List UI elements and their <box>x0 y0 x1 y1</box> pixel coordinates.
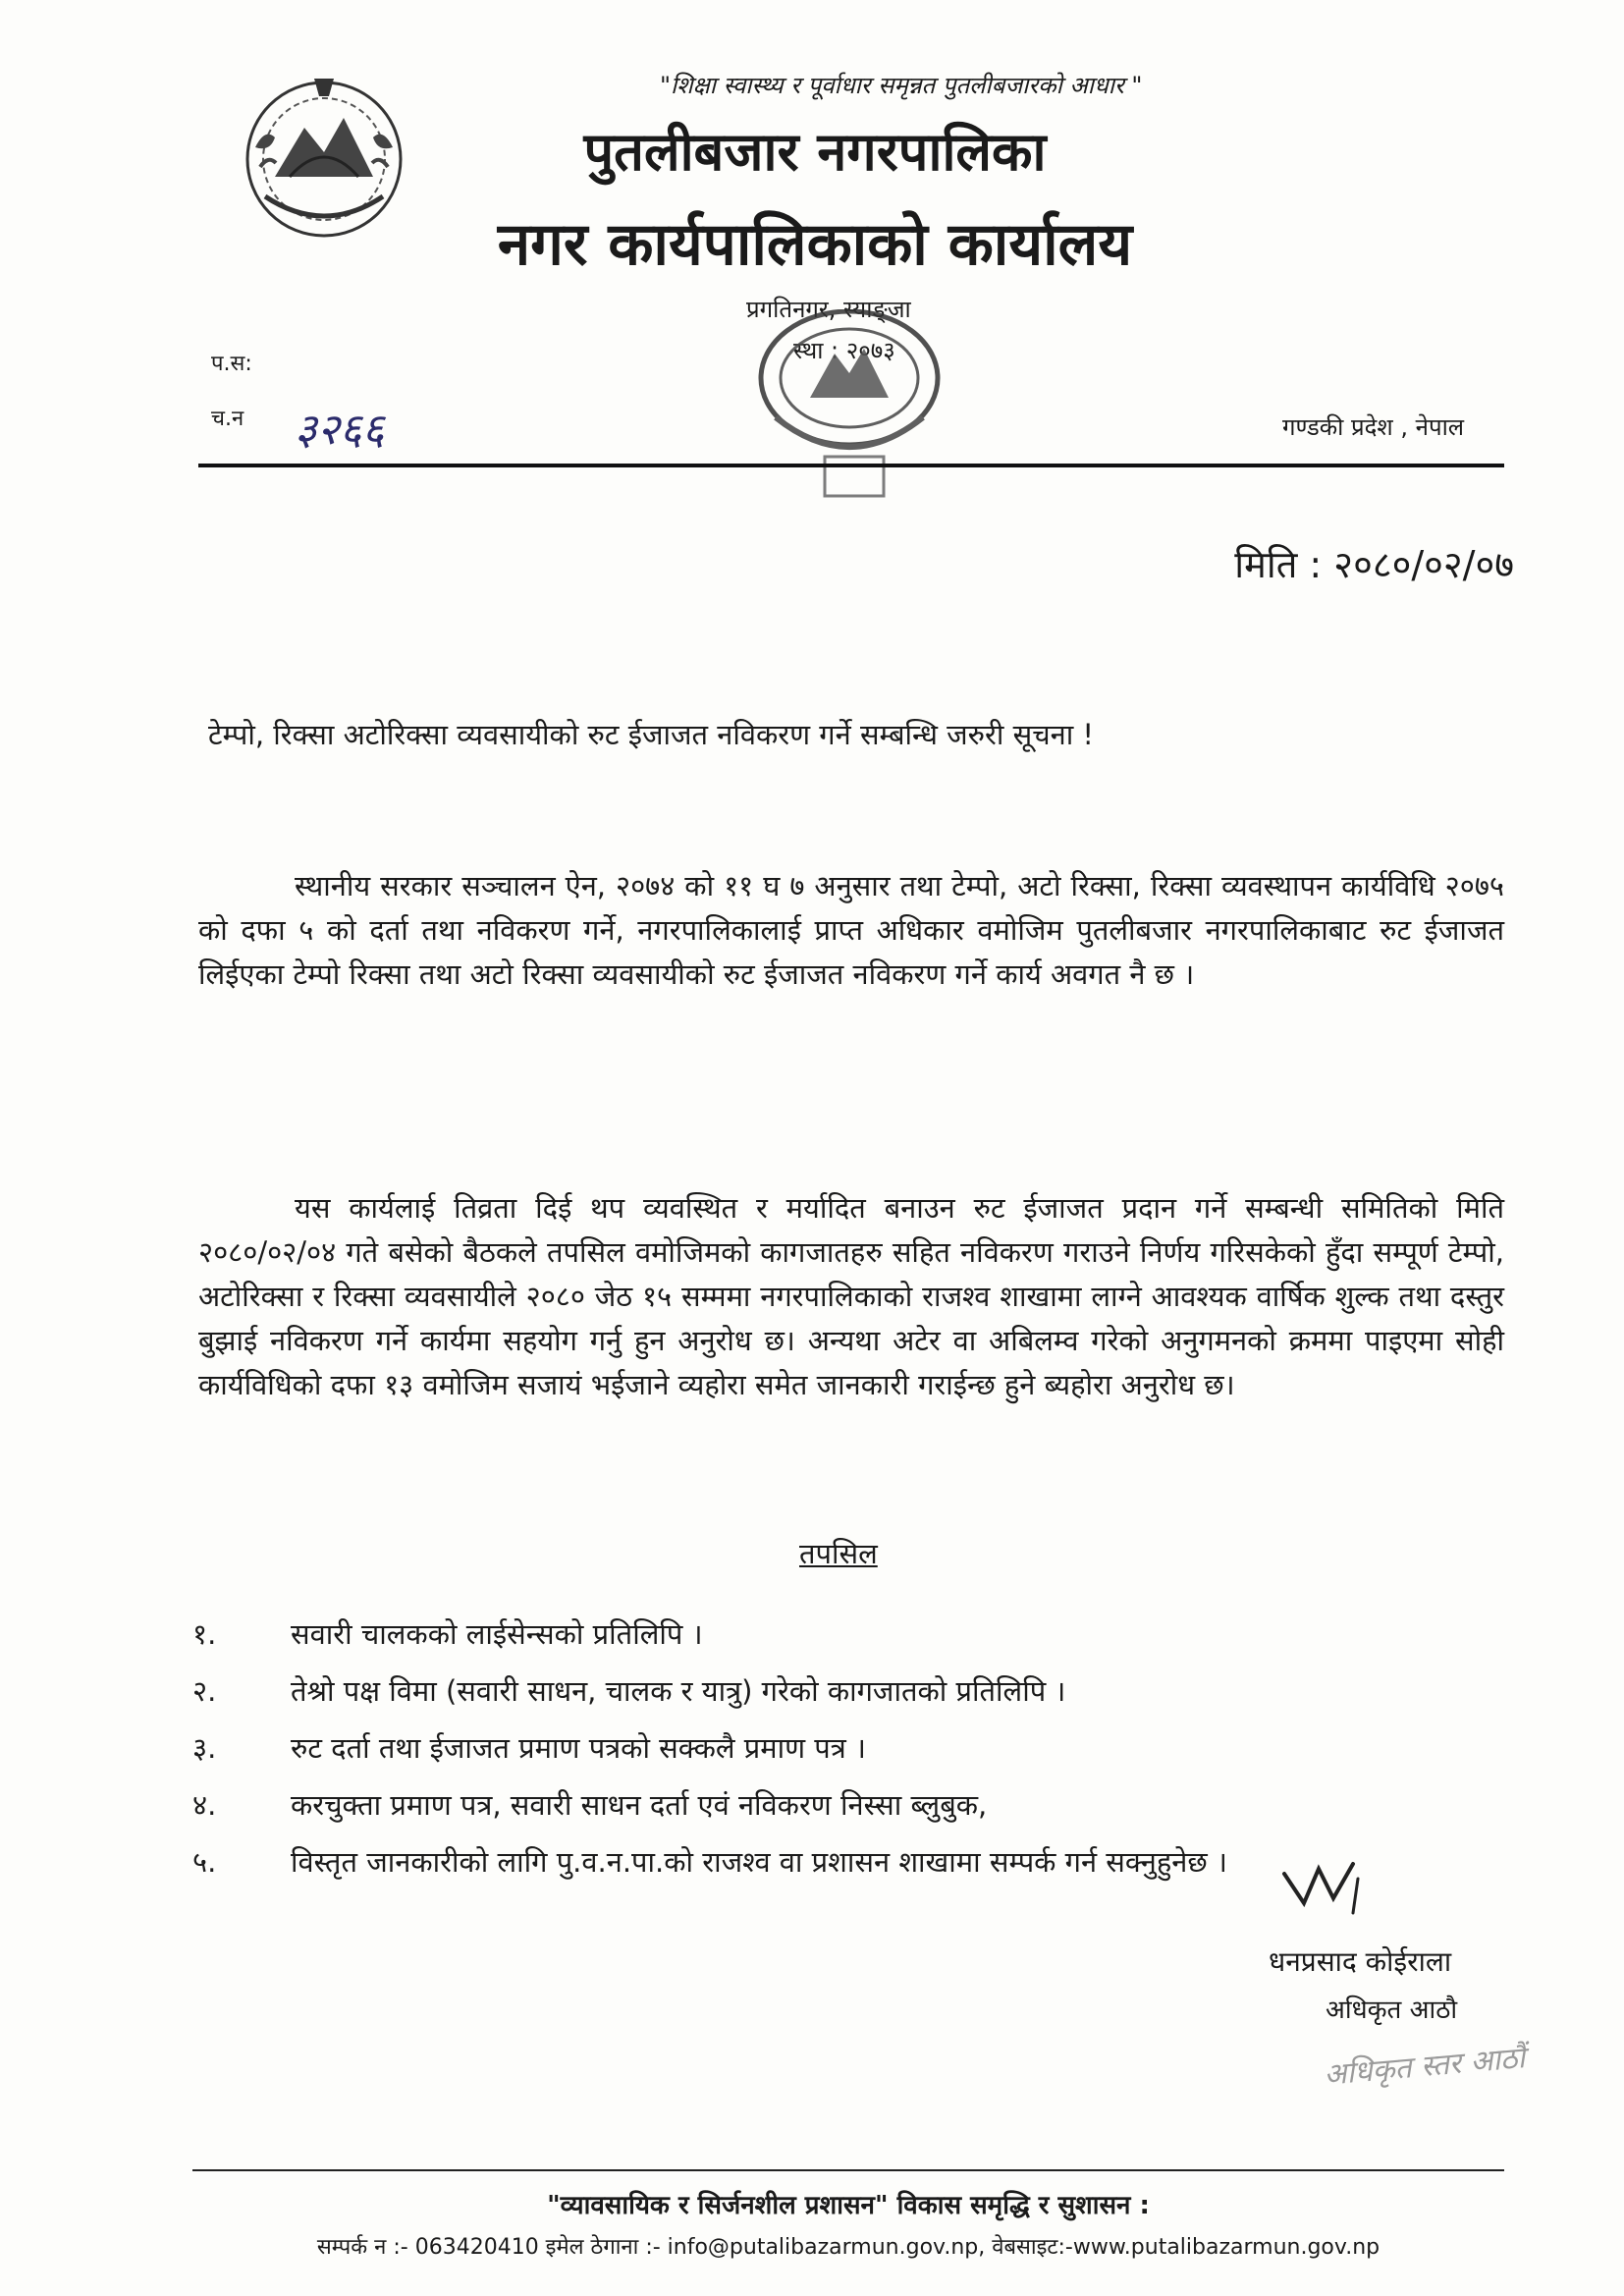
office-stamp-icon <box>727 309 972 516</box>
tapsil-heading: तपसिल <box>799 1537 878 1570</box>
list-item-text: करचुक्ता प्रमाण पत्र, सवारी साधन दर्ता एवं नविकरण निस्सा ब्लुबुक, <box>291 1788 988 1822</box>
signatory-stamp: अधिकृत स्तर आठौं <box>1323 2041 1527 2093</box>
province: गण्डकी प्रदेश , नेपाल <box>1282 413 1465 441</box>
signatory-name: धनप्रसाद कोईराला <box>1269 1945 1452 1978</box>
list-item-text: रुट दर्ता तथा ईजाजत प्रमाण पत्रको सक्कलै प्रमाण पत्र । <box>291 1731 866 1765</box>
letter-date: मिति : २०८०/०२/०७ <box>1234 543 1514 586</box>
paragraph-1: स्थानीय सरकार सञ्चालन ऐन, २०७४ को ११ घ ७ अनुसार तथा टेम्पो, अटो रिक्सा, रिक्सा व्यवस्थापन कार्यविधि २०७५ को दफा ५ को दर्ता तथा नविकरण गर्ने, नगरपालिकालाई प्राप्त अधिकार वमोजिम पुतलीबजार नगरपालिकाबाट रुट ईजाजत लिईएका टेम्पो रिक्सा तथा अटो रिक्सा व्यवसायीको रुट ईजाजत नविकरण गर्ने कार्य अवगत नै छ । <box>198 869 1504 991</box>
list-item <box>192 1614 1508 1653</box>
list-item-number: २. <box>192 1674 217 1708</box>
footer-tagline: "व्यावसायिक र सिर्जनशील प्रशासन" विकास समृद्धि र सुशासन : <box>547 2191 1150 2220</box>
address-line2: स्था : २०७३ <box>793 337 895 364</box>
list-item-text: विस्तृत जानकारीको लागि पु.व.न.पा.को राजश्व वा प्रशासन शाखामा सम्पर्क गर्न सक्नुहुनेछ । <box>291 1845 1227 1879</box>
header-divider <box>198 464 1504 467</box>
chn-number: ३२६६ <box>295 405 385 455</box>
nepal-emblem-icon <box>236 69 412 241</box>
address-line1: प्रगतिनगर, स्याङ्जा <box>746 296 911 323</box>
list-item-number: ३. <box>192 1731 217 1765</box>
ps-label: प.स: <box>211 352 252 376</box>
list-item-number: ४. <box>192 1788 217 1822</box>
list-item <box>192 1671 1508 1710</box>
slogan: "शिक्षा स्वास्थ्य र पूर्वाधार समृन्नत पुतलीबजारको आधार " <box>660 72 1143 99</box>
list-item-number: ५. <box>192 1845 217 1879</box>
footer-divider <box>192 2169 1504 2171</box>
handwritten-signature-icon <box>1274 1844 1382 1933</box>
list-item-number: १. <box>192 1617 217 1651</box>
list-item-text: तेश्रो पक्ष विमा (सवारी साधन, चालक र यात्रु) गरेको कागजातको प्रतिलिपि । <box>291 1674 1066 1708</box>
list-item-text: सवारी चालकको लाईसेन्सको प्रतिलिपि । <box>291 1617 703 1651</box>
paragraph-2: यस कार्यलाई तिव्रता दिई थप व्यवस्थित र मर्यादित बनाउन रुट ईजाजत प्रदान गर्ने सम्बन्धी समितिको मिति २०८०/०२/०४ गते बसेको बैठकले तपसिल वमोजिमको कागजातहरु सहित नविकरण गराउने निर्णय गरिसकेको हुँदा सम्पूर्ण टेम्पो, अटोरिक्सा र रिक्सा व्यवसायीले २०८० जेठ १५ सम्ममा नगरपालिकाको राजश्व शाखामा लाग्ने आवश्यक वार्षिक शुल्क तथा दस्तुर बुझाई नविकरण गर्ने कार्यमा सहयोग गर्नु हुन अनुरोध छ। अन्यथा अटेर वा अबिलम्व गरेको अनुगमनको क्रममा पाइएमा सोही कार्यविधिको दफा १३ वमोजिम सजायं भईजाने व्यहोरा समेत जानकारी गराईन्छ हुने ब्यहोरा अनुरोध छ। <box>198 1191 1504 1401</box>
office-name: नगर कार्यपालिकाको कार्यालय <box>497 210 1133 279</box>
signatory-title: अधिकृत आठौ <box>1326 1995 1458 2025</box>
org-name: पुतलीबजार नगरपालिका <box>583 121 1047 183</box>
chn-label: च.न <box>211 407 244 431</box>
footer-contact: सम्पर्क न :- 063420410 इमेल ठेगाना :- info@putalibazarmun.gov.np, वेबसाइट:-www.putalibazarmun.gov.np <box>316 2235 1380 2260</box>
list-item <box>192 1728 1508 1767</box>
subject-line: टेम्पो, रिक्सा अटोरिक्सा व्यवसायीको रुट ईजाजत नविकरण गर्ने सम्बन्धि जरुरी सूचना ! <box>208 718 1095 751</box>
list-item <box>192 1785 1508 1824</box>
